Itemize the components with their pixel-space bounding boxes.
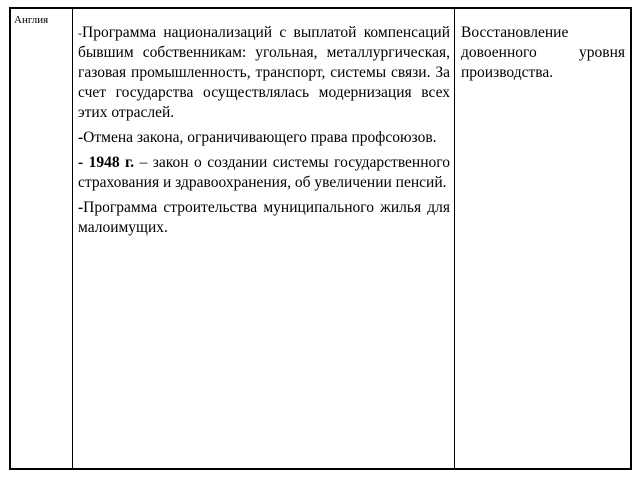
reform-item-1 (78, 23, 450, 123)
table-row (11, 9, 631, 469)
reform-item-3 (78, 153, 450, 193)
document-table (10, 8, 631, 469)
country-cell (11, 9, 73, 469)
reform-item-1-text: Программа национализаций с выплатой компенсаций бывшим собственникам: угольная, металлургическая, газовая промышленность, транспорт, системы связи. За счет государства осуществлялась модернизация всех этих отраслей. (78, 24, 450, 121)
reform-item-4-bold: - (78, 199, 84, 216)
reform-item-4 (78, 198, 450, 238)
reform-item-2 (78, 128, 450, 148)
result-text: Восстановление довоенного уровня производства. (461, 24, 625, 81)
reforms-cell (73, 9, 455, 469)
document-table-container (9, 7, 632, 470)
reform-item-1-prefix: - (78, 26, 82, 40)
country-name: Англия (14, 14, 49, 26)
results-cell (455, 9, 631, 469)
reform-item-3-text: – закон о создании системы государственного страхования и здравоохранения, об увеличении пенсий. (78, 154, 450, 191)
reform-item-3-bold: - 1948 г. (78, 154, 135, 171)
reform-item-2-text: Отмена закона, ограничивающего права профсоюзов. (83, 129, 437, 146)
reform-item-4-text: Программа строительства муниципального жилья для малоимущих. (78, 199, 450, 236)
reform-item-2-bold: - (78, 129, 84, 146)
